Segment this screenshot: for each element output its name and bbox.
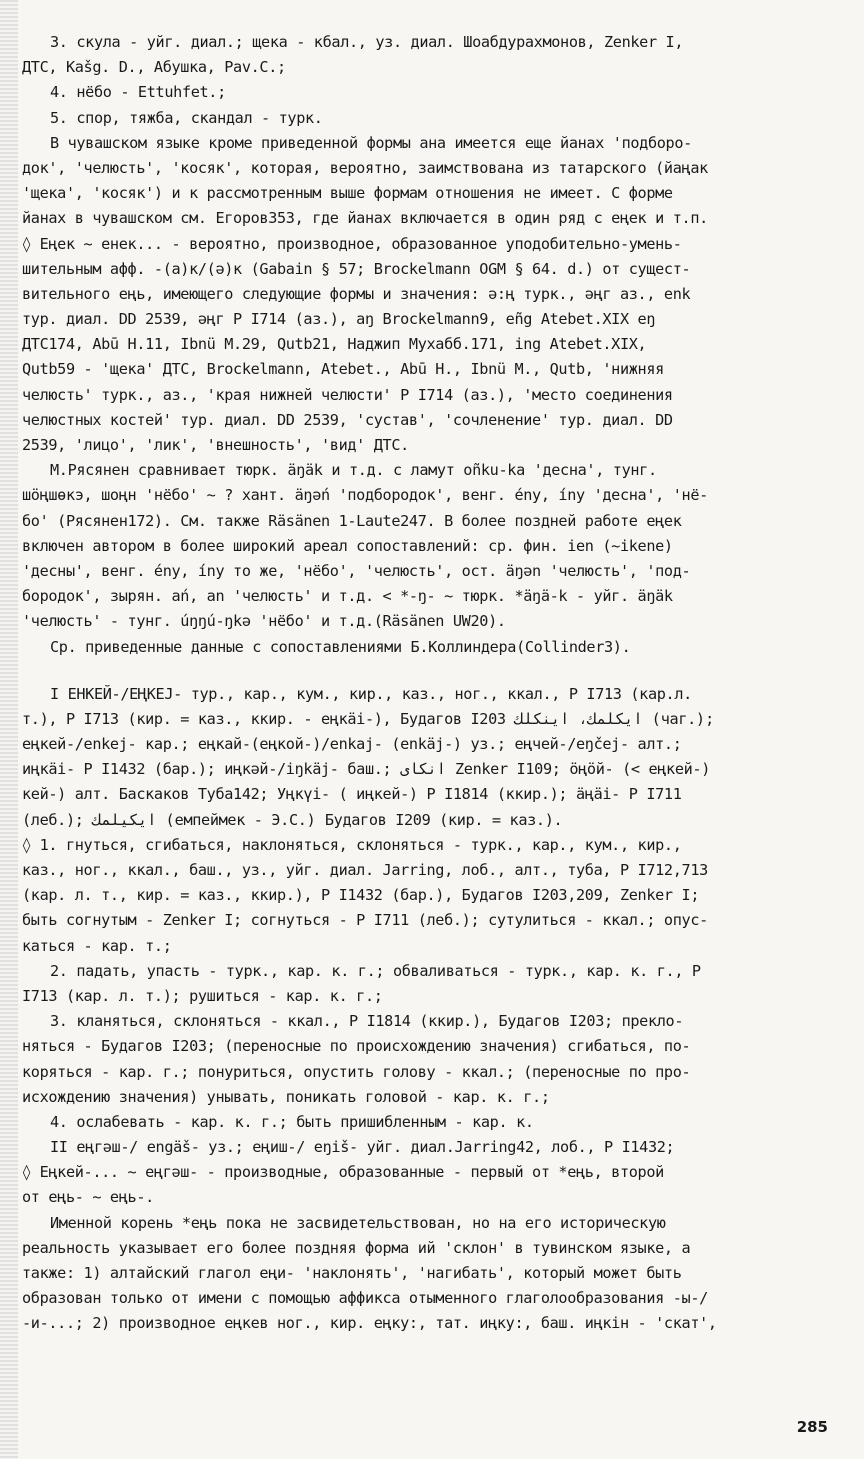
text-line: кей-) алт. Баскаков Туба142; Уңкүi- ( иңкей-) Р I1814 (ккир.); äңäi- Р I711 xyxy=(22,785,682,804)
text-line: быть согнутым - Zenker I; согнуться - Р I711 (леб.); сутулиться - ккал.; опус- xyxy=(22,911,708,930)
text-line: тур. диал. DD 2539, әңг Р I714 (аз.), aŋ Brockelmann9, eñg Atebet.XIX eŋ xyxy=(22,310,656,329)
text-line: 4. ослабевать - кар. к. г.; быть пришибленным - кар. к. xyxy=(50,1112,534,1131)
paragraph-gap xyxy=(22,660,844,682)
page-number: 285 xyxy=(796,1418,828,1436)
text-line: Qutb59 - 'щека' ДТС, Brockelmann, Atebet., Abū H., Ibnü M., Qutb, 'нижняя xyxy=(22,360,664,379)
text-line: -и-...; 2) производное еңкев ног., кир. еңку:, тат. иңку:, баш. иңкін - 'скат', xyxy=(22,1314,717,1333)
text-line: няться - Будагов I203; (переносные по происхождению значения) сгибаться, по- xyxy=(22,1037,691,1056)
text-line: коряться - кар. г.; понуриться, опустить голову - ккал.; (переносные по про- xyxy=(22,1062,691,1081)
text-line: ◊ 1. гнуться, сгибаться, наклоняться, склоняться - турк., кар., кум., кир., xyxy=(22,835,682,854)
text-line: (леб.); ایکیلمك (емпеймек - Э.С.) Будагов I209 (кир. = каз.). xyxy=(22,810,563,829)
text-line: 2539, 'лицо', 'лик', 'внешность', 'вид' ДТС. xyxy=(22,436,409,454)
text-line: каться - кар. т.; xyxy=(22,936,172,955)
text-line: исхождению значения) унывать, поникать головой - кар. к. г.; xyxy=(22,1087,550,1106)
text-line: шительным афф. -(а)к/(ə)к (Gabain § 57; Brockelmann OGM § 64. d.) от сущест- xyxy=(22,259,691,278)
text-line: В чувашском языке кроме приведенной формы ана имеется еще йанах 'подборо- xyxy=(50,133,692,152)
text-line: челюсть' турк., аз., 'края нижней челюсти' Р I714 (аз.), 'место соединения xyxy=(22,385,673,404)
text-line: челюстных костей' тур. диал. DD 2539, 'сустав', 'сочленение' тур. диал. DD xyxy=(22,410,673,429)
text-line: от еңь- ~ еңь-. xyxy=(22,1188,154,1207)
text-line: иңкäi- Р I1432 (бар.); иңкәй-/iŋkäj- баш.; انکای Zenker I109; öңöй- (< еңкей-) xyxy=(22,760,711,779)
text-line: 'щека', 'косяк') и к рассмотренным выше формам отношения не имеет. С форме xyxy=(22,184,673,203)
text-line: I713 (кар. л. т.); рушиться - кар. к. г.; xyxy=(22,986,383,1005)
document-page xyxy=(22,30,844,1337)
text-line: йанах в чувашском см. Егоров353, где йанах включается в один ряд с еңек и т.п. xyxy=(22,209,708,228)
text-line: еңкей-/enkej- кар.; еңкай-(еңкой-)/еnkaj- (enkäj-) уз.; еңчей-/eŋčej- алт.; xyxy=(22,735,682,754)
text-line: 3. кланяться, склоняться - ккал., Р I1814 (ккир.), Будагов I203; прекло- xyxy=(50,1012,684,1031)
text-line: каз., ног., ккал., баш., уз., уйг. диал. Jarring, лоб., алт., туба, Р I712,713 xyxy=(22,861,708,879)
text-line: Именной корень *еңь пока не засвидетельствован, но на его историческую xyxy=(50,1213,666,1232)
text-line: ◊ Еңкей-... ~ еңгәш- - производные, образованные - первый от *еңь, второй xyxy=(22,1163,664,1182)
text-line: док', 'челюсть', 'косяк', которая, вероятно, заимствована из татарского (йаңак xyxy=(22,158,708,177)
text-line: включен автором в более широкий ареал сопоставлений: ср. фин. ien (~ikene) xyxy=(22,536,673,555)
text-line: М.Рясянен сравнивает тюрк. äŋäk и т.д. с ламут oñku-ka 'десна', тунг. xyxy=(50,461,657,480)
text-line: бо' (Рясянен172). См. также Räsänen 1-Laute247. В более поздней работе еңек xyxy=(22,511,682,530)
text-line: I ЕНКЕЙ-/ЕҢКЕЈ- тур., кар., кум., кир., каз., ног., ккал., Р I713 (кар.л. xyxy=(50,684,692,703)
text-line: ◊ Еңек ~ енек... - вероятно, производное, образованное уподобительно-умень- xyxy=(22,234,682,253)
text-line: Ср. приведенные данные с сопоставлениями Б.Коллиндера(Collinder3). xyxy=(50,637,631,656)
text-line: II еңгәш-/ engäš- уз.; еңиш-/ eŋiš- уйг. диал.Jarring42, лоб., Р I1432; xyxy=(50,1138,675,1157)
text-line: образован только от имени с помощью аффикса отыменного глаголообразования -ы-/ xyxy=(22,1289,708,1308)
text-line: (кар. л. т., кир. = каз., ккир.), Р I1432 (бар.), Будагов I203,209, Zenker I; xyxy=(22,886,700,905)
scan-edge xyxy=(0,0,18,1459)
text-line: вительного еңь, имеющего следующие формы и значения: ə:ң турк., әңг аз., enk xyxy=(22,284,691,303)
text-line: реальность указывает его более поздняя форма ий 'склон' в тувинском языке, а xyxy=(22,1238,691,1257)
text-line: 3. скула - уйг. диал.; щека - кбал., уз. диал. Шоабдурахмонов, Zenker I, xyxy=(50,33,684,51)
text-line: 2. падать, упасть - турк., кар. к. г.; обваливаться - турк., кар. к. г., Р xyxy=(50,961,701,980)
text-line: ДТС, Kašg. D., Абушка, Pav.C.; xyxy=(22,58,286,77)
text-line: 5. спор, тяжба, скандал - турк. xyxy=(50,108,323,127)
text-line: 'челюсть' - тунг. úŋŋú-ŋkə 'нёбо' и т.д.(Räsänen UW20). xyxy=(22,612,506,631)
text-line: также: 1) алтайский глагол еңи- 'наклонять', 'нагибать', который может быть xyxy=(22,1264,682,1282)
text-line: т.), Р I713 (кир. = каз., ккир. - еңкäі-), Будагов I203 ایکلمك، اینکلك (чаг.); xyxy=(22,709,715,728)
text-line: бородок', зырян. ań, an 'челюсть' и т.д. < *-ŋ- ~ тюрк. *äŋä-k - уйг. äŋäk xyxy=(22,587,673,606)
text-line: 'десны', венг. ény, íny то же, 'нёбо', 'челюсть', ост. äŋən 'челюсть', 'под- xyxy=(22,561,691,580)
text-line: шöңшөкэ, шоңн 'нёбо' ~ ? хант. äŋəń 'подбородок', венг. ény, íny 'десна', 'нё- xyxy=(22,486,708,505)
text-line: 4. нёбо - Ettuhfet.; xyxy=(50,83,226,102)
text-line: ДТС174, Abū H.11, Ibnü M.29, Qutb21, Наджип Мухабб.171, ing Atebet.XIX, xyxy=(22,335,647,354)
